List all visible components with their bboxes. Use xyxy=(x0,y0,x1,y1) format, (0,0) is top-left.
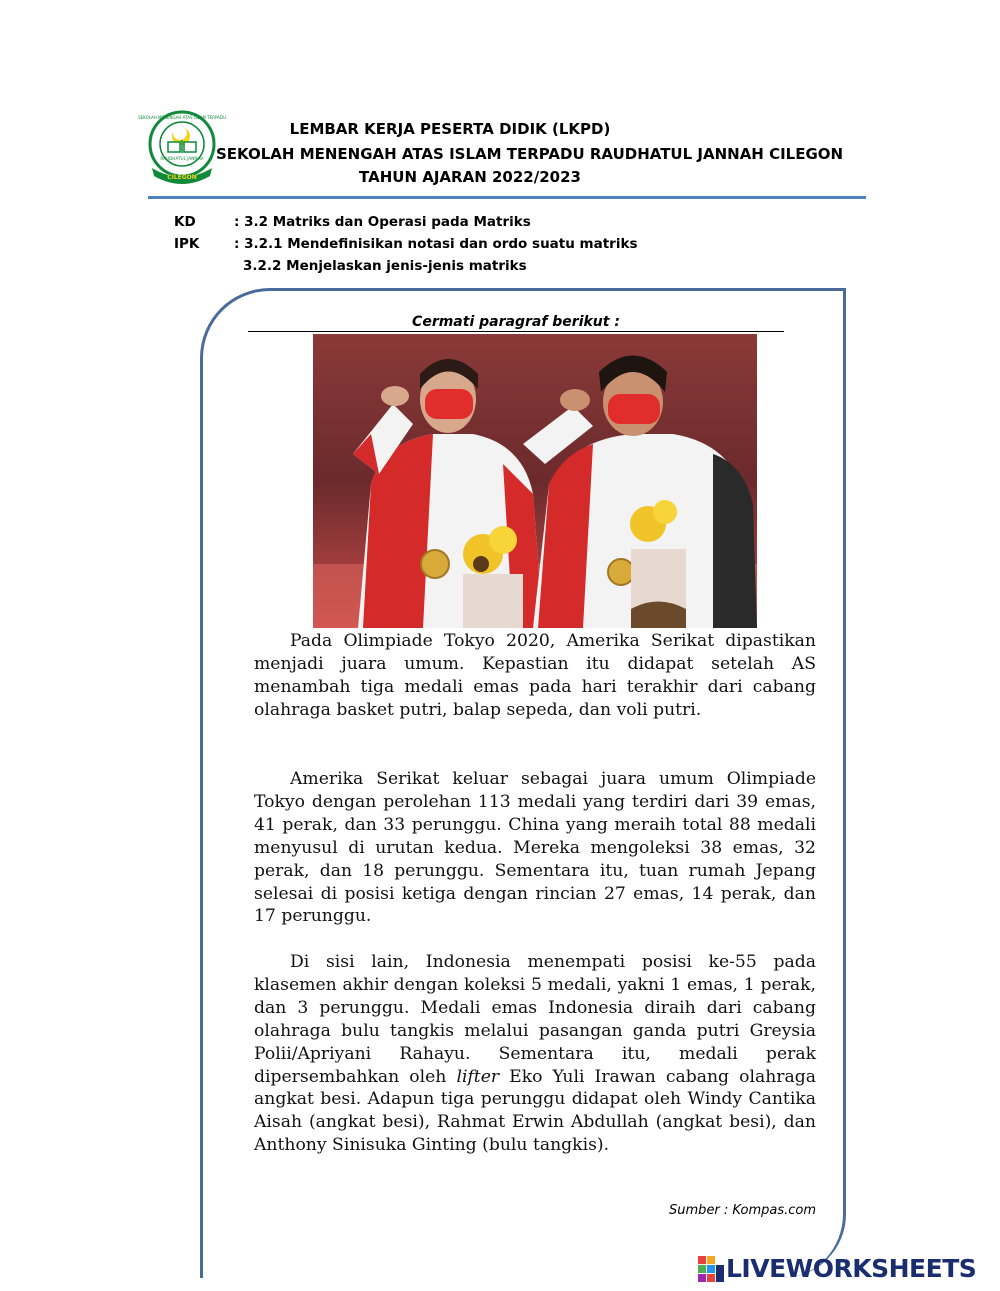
paragraph-1: Pada Olimpiade Tokyo 2020, Amerika Serikat dipastikan menjadi juara umum. Kepastian itu didapat setelah AS menambah tiga medali emas pada hari terakhir dari cabang olahraga basket putri, balap sepeda, dan voli putri. xyxy=(254,631,816,720)
header-school-year: TAHUN AJARAN 2022/2023 xyxy=(359,168,581,186)
meta-kd-key: KD xyxy=(174,214,196,230)
instruction-text: Cermati paragraf berikut : xyxy=(412,314,620,330)
meta-kd-value: : 3.2 Matriks dan Operasi pada Matriks xyxy=(234,214,531,230)
paragraph-3-part-a: Di sisi lain, Indonesia menempati posisi ke-55 pada klasemen akhir dengan koleksi 5 medali, yakni 1 emas, 1 perak, dan 3 perunggu. Medali emas Indonesia diraih dari cabang olahraga bulu tangkis melalui pasangan ganda putri Greysia Polii/Apriyani Rahayu. Sementara itu, medali perak dipersembahkan oleh xyxy=(254,952,816,1087)
instruction-line xyxy=(248,313,784,332)
paragraph-3 xyxy=(254,951,816,1157)
header-school-name: SEKOLAH MENENGAH ATAS ISLAM TERPADU RAUDHATUL JANNAH CILEGON xyxy=(216,145,844,163)
meta-ipk-value-2: 3.2.2 Menjelaskan jenis-jenis matriks xyxy=(243,258,527,274)
badminton-athletes-saluting-photo xyxy=(313,334,757,628)
paragraph-3-italic: lifter xyxy=(456,1066,500,1087)
liveworksheets-text: LIVEWORKSHEETS xyxy=(726,1254,977,1283)
source-citation: Sumber : Kompas.com xyxy=(669,1203,816,1218)
paragraph-2: Amerika Serikat keluar sebagai juara umum Olimpiade Tokyo dengan perolehan 113 medali yang terdiri dari 39 emas, 41 perak, dan 33 perunggu. China yang meraih total 88 medali menyusul di urutan kedua. Mereka mengoleksi 38 emas, 32 perak, dan 18 perunggu. Sementara itu, tuan rumah Jepang selesai di posisi ketiga dengan rincian 27 emas, 14 perak, dan 17 perunggu. xyxy=(254,769,816,927)
school-logo xyxy=(138,110,226,184)
header-title: LEMBAR KERJA PESERTA DIDIK (LKPD) xyxy=(289,120,611,138)
logo-bottom-text: CILEGON xyxy=(167,174,197,181)
paragraph-3-part-b: Eko Yuli Irawan cabang olahraga angkat besi. Adapun tiga perunggu didapat oleh Windy Cantika Aisah (angkat besi), Rahmat Erwin Abdullah (angkat besi), dan Anthony Sinisuka Ginting (bulu tangkis). xyxy=(254,1066,817,1156)
meta-ipk-key: IPK xyxy=(174,236,200,252)
meta-ipk-value: : 3.2.1 Mendefinisikan notasi dan ordo suatu matriks xyxy=(234,236,638,252)
logo-ring-text: SEKOLAH MENENGAH ATAS ISLAM TERPADU xyxy=(138,115,226,120)
header-divider xyxy=(148,196,866,199)
logo-inner-text: RAUDHATUL JANNAH xyxy=(160,156,204,161)
liveworksheets-logo-icon xyxy=(698,1256,724,1282)
